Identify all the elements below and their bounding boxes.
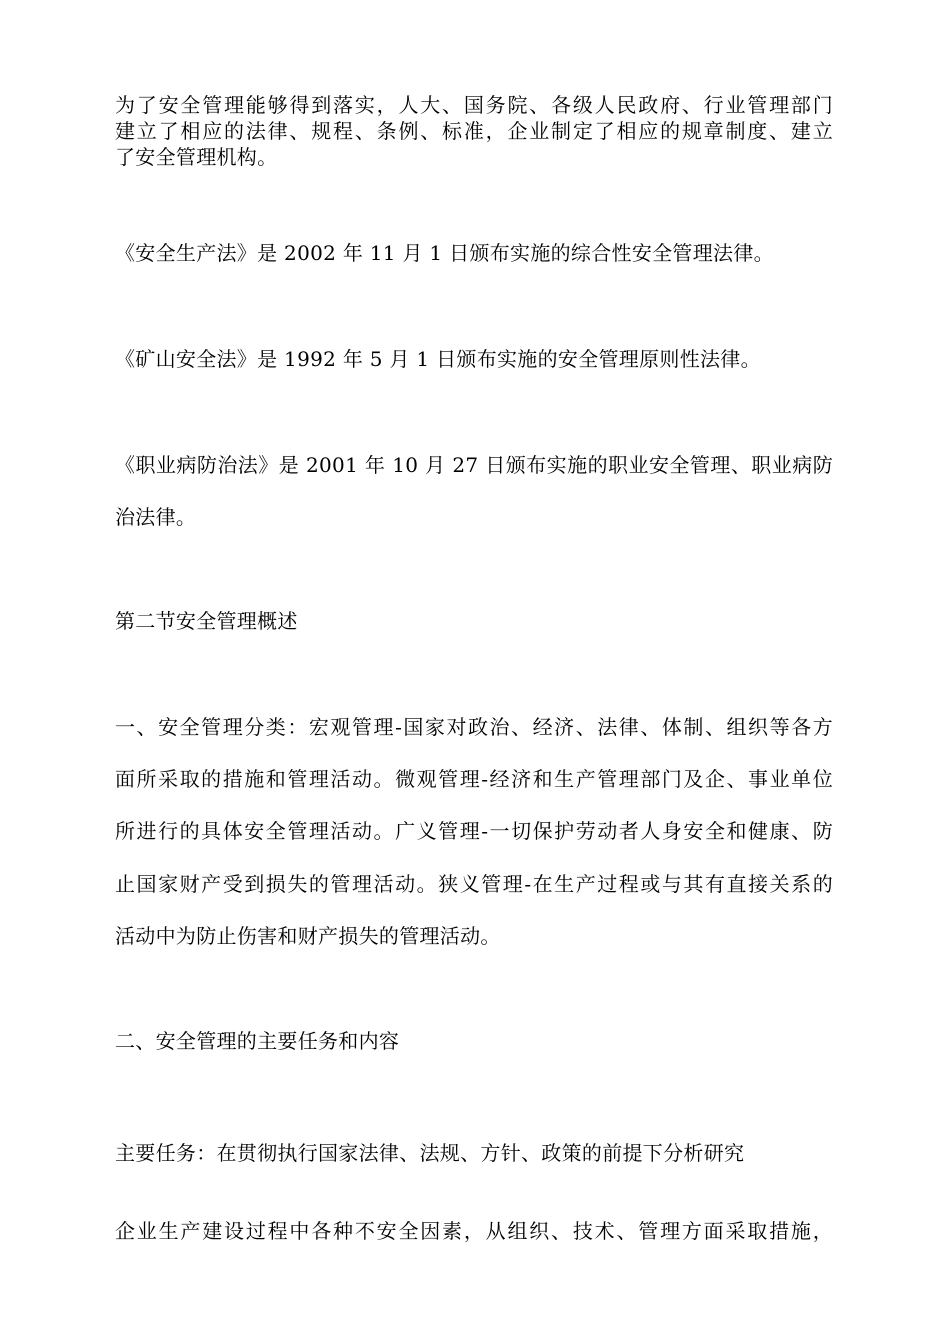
subsection-heading: 二、安全管理的主要任务和内容 (115, 1029, 400, 1053)
section-heading: 第二节安全管理概述 (115, 609, 298, 633)
paragraph-line: 《矿山安全法》是 1992 年 5 月 1 日颁布实施的安全管理原则性法律。 (115, 347, 761, 371)
paragraph-line: 一、安全管理分类：宏观管理-国家对政治、经济、法律、体制、组织等各方 (115, 715, 833, 739)
paragraph-line: 建立了相应的法律、规程、条例、标准，企业制定了相应的规章制度、建立 (115, 119, 833, 143)
paragraph-line: 治法律。 (115, 505, 197, 529)
paragraph-line: 为了安全管理能够得到落实，人大、国务院、各级人民政府、行业管理部门 (115, 93, 833, 117)
paragraph-line: 《职业病防治法》是 2001 年 10 月 27 日颁布实施的职业安全管理、职业病防 (115, 453, 833, 477)
paragraph-line: 企业生产建设过程中各种不安全因素，从组织、技术、管理方面采取措施， (115, 1219, 833, 1243)
paragraph-line: 主要任务：在贯彻执行国家法律、法规、方针、政策的前提下分析研究 (115, 1141, 745, 1165)
paragraph-line: 了安全管理机构。 (115, 145, 278, 169)
paragraph-line: 活动中为防止伤害和财产损失的管理活动。 (115, 924, 501, 948)
paragraph-line: 所进行的具体安全管理活动。广义管理-一切保护劳动者人身安全和健康、防 (115, 819, 833, 843)
paragraph-line: 《安全生产法》是 2002 年 11 月 1 日颁布实施的综合性安全管理法律。 (115, 241, 774, 265)
paragraph-line: 止国家财产受到损失的管理活动。狭义管理-在生产过程或与其有直接关系的 (115, 872, 833, 896)
paragraph-line: 面所采取的措施和管理活动。微观管理-经济和生产管理部门及企、事业单位 (115, 767, 833, 791)
